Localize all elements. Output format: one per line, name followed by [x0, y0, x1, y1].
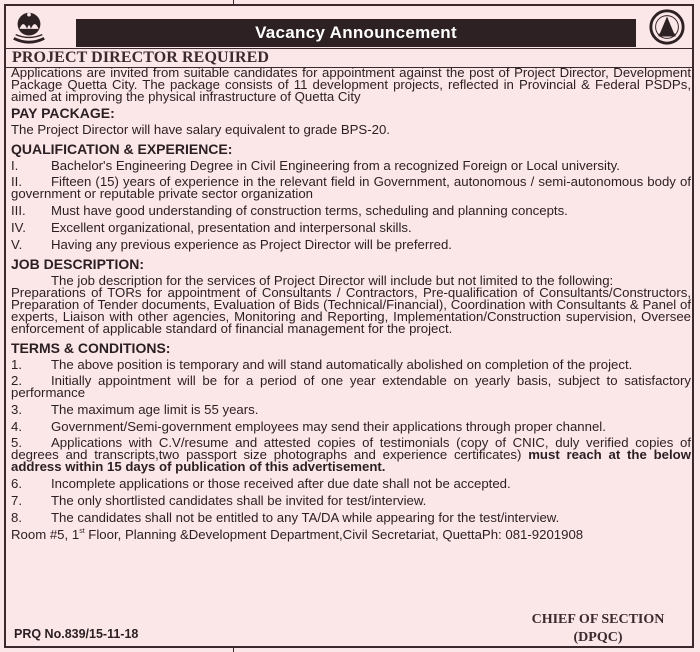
prq-number: PRQ No.839/15-11-18: [14, 627, 139, 641]
government-crest-logo: [10, 8, 48, 46]
job-description-lead: The job description for the services of Project Director will include but not limited to the following:: [51, 273, 614, 288]
terms-heading: TERMS & CONDITIONS:: [11, 340, 171, 356]
position-heading: PROJECT DIRECTOR REQUIRED: [12, 49, 270, 66]
qualification-item: I. Bachelor's Engineering Degree in Civil Engineering from a recognized Foreign or Local university.: [11, 158, 620, 173]
terms-item: 6. Incomplete applications or those received after due date shall not be accepted.: [11, 476, 511, 491]
terms-item: 2. Initially appointment will be for a period of one year extendable on yearly basis, subject to satisfactory performance: [11, 373, 691, 400]
terms-item: 8. The candidates shall not be entitled to any TA/DA while appearing for the test/interview.: [11, 510, 560, 525]
terms-item: 4. Government/Semi-government employees may send their applications through proper channel.: [11, 419, 606, 434]
terms-item: 1. The above position is temporary and will stand automatically abolished on completion of the project.: [11, 357, 633, 372]
pay-package-heading: PAY PACKAGE:: [11, 105, 115, 121]
terms-item: 3. The maximum age limit is 55 years.: [11, 402, 259, 417]
deadline-notice: must reach at the below address within 15 days of publication of this advertisement.: [11, 447, 691, 474]
job-description-text: Preparations of TORs for appointment of Consultants / Contractors, Pre-qualification of Consultants/Constructors, Preparation of Tender documents, Evaluation of Bids (Technical/Financial), Coordination with Consultants & Panel of experts, Liaison with other agencies, Monitoring and Reporting, Implementation/Construction supervision, Oversee enforcement of applicable standard of financial management for the project.: [11, 285, 691, 336]
pay-package-text: The Project Director will have salary equivalent to grade BPS-20.: [11, 122, 390, 137]
intro-paragraph: Applications are invited from suitable candidates for appointment against the post of Project Director, Development Package Quetta City. The package consists of 11 development projects, reflected in Provincial & Federal PSDPs, aimed at improving the physical infrastructure of Quetta City: [11, 65, 691, 104]
job-description-heading: JOB DESCRIPTION:: [11, 256, 145, 272]
signature-block: [510, 611, 686, 647]
title-banner: [76, 19, 636, 47]
qualification-item: II. Fifteen (15) years of experience in the relevant field in Government, autonomous / semi-autonomous body of government or reputable private sector organization: [11, 174, 691, 201]
terms-item: 7. The only shortlisted candidates shall be invited for test/interview.: [11, 493, 427, 508]
qualification-item: IV. Excellent organizational, presentation and interpersonal skills.: [11, 220, 412, 235]
qualification-heading: QUALIFICATION & EXPERIENCE:: [11, 141, 233, 157]
signatory-dept: (DPQC): [573, 630, 623, 645]
address-line: Room #5, 1st Floor, Planning &Development Department,Civil Secretariat, QuettaPh: 081-9201908: [11, 527, 584, 542]
ad-title: Vacancy Announcement: [255, 23, 457, 42]
terms-item: 5. Applications with C.V/resume and attested copies of testimonials (copy of CNIC, duly verified copies of degrees and transcripts,two passport size photographs and experience certificates) must reach at the below address within 15 days of publication of this advertisement.: [11, 435, 691, 474]
qualification-item: III. Must have good understanding of construction terms, scheduling and planning concepts.: [11, 203, 568, 218]
department-seal-logo: [648, 8, 686, 46]
qualification-item: V. Having any previous experience as Project Director will be preferred.: [11, 237, 452, 252]
ad-body: [11, 67, 691, 541]
signatory-title: CHIEF OF SECTION: [531, 612, 665, 627]
ad-header: [6, 6, 692, 49]
